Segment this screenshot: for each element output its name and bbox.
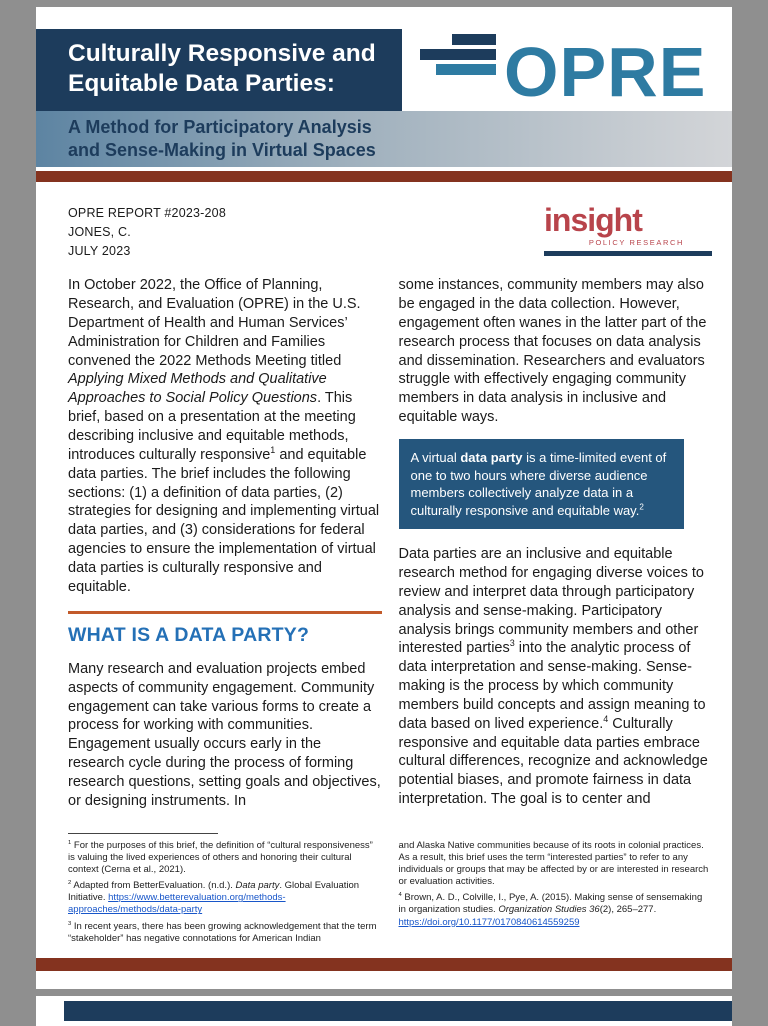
report-header bbox=[36, 29, 732, 111]
footnote-3-continuation: and Alaska Native communities because of its roots in colonial practices. As a result, this brief uses the term “interested parties” to refer to any individuals or groups that may be affected by or are interested in research or evaluation activities. bbox=[398, 839, 709, 888]
body-columns bbox=[36, 260, 732, 822]
page-top-margin bbox=[36, 7, 732, 29]
footnote-text: Adapted from BetterEvaluation. (n.d.). bbox=[71, 880, 236, 892]
body-text: Data parties are an inclusive and equitable research method for engaging diverse voices to review and interpret data through participatory analysis and sense-making. Participatory analysis brings community members and other interested parties bbox=[398, 546, 704, 657]
footnote-work-title: Data party bbox=[235, 880, 280, 892]
report-author: JONES, C. bbox=[68, 224, 131, 239]
footnote-text: . Global Evaluation Initiative. bbox=[68, 880, 360, 904]
title-band bbox=[36, 29, 402, 111]
footnotes-section bbox=[36, 823, 732, 949]
section-heading: WHAT IS A DATA PARTY? bbox=[68, 623, 310, 646]
insight-wordmark: insight bbox=[544, 202, 642, 238]
footnote-text: (2), 265–277. bbox=[599, 904, 657, 916]
page-bottom-margin bbox=[36, 971, 732, 989]
maroon-divider-bottom bbox=[36, 958, 732, 971]
betterevaluation-link[interactable]: https://www.betterevaluation.org/methods-approaches/methods/data-party bbox=[68, 892, 286, 916]
page2-header-band bbox=[64, 1001, 732, 1021]
data-party-definition-callout bbox=[399, 439, 685, 529]
intro-text: In October 2022, the Office of Planning, Research, and Evaluation (OPRE) in the U.S. Department of Health and Human Services’ Administration for Children and Families convened the 2022 Methods Meeting titled bbox=[68, 277, 361, 369]
body-text: Culturally responsive and equitable data parties embrace cultural differences, recognize and acknowledge potential biases, and promote fairness in data interpretation. The goal is to center and bbox=[398, 715, 708, 808]
footnote-4 bbox=[399, 892, 713, 928]
footnote-ref-3: 3 bbox=[509, 638, 515, 649]
right-column bbox=[399, 276, 713, 822]
opre-logo-icon bbox=[414, 32, 730, 108]
right-paragraph-2 bbox=[399, 545, 713, 809]
report-meta bbox=[68, 204, 226, 260]
right-paragraph-1: some instances, community members may also be engaged in the data collection. However, engagement often wanes in the latter part of the research process that focuses on data analysis and dissemination. Researchers and evaluators struggle with effectively engaging community members in data analysis in inclusive and equitable ways. bbox=[398, 277, 707, 426]
callout-text: A virtual bbox=[410, 450, 461, 465]
footnote-number: 2 bbox=[68, 880, 72, 886]
report-number: OPRE REPORT #2023-208 bbox=[68, 206, 226, 220]
footnotes-right-column bbox=[399, 833, 713, 949]
footnote-ref-1: 1 bbox=[270, 445, 276, 456]
opre-logo-text: OPRE bbox=[504, 33, 707, 108]
footnote-3 bbox=[68, 921, 382, 945]
intro-paragraph bbox=[68, 276, 382, 596]
footnote-number: 4 bbox=[398, 892, 402, 899]
footnotes-left-column bbox=[68, 833, 382, 949]
maroon-divider-top bbox=[36, 171, 732, 182]
footnote-number: 3 bbox=[68, 920, 72, 927]
body-text: into the analytic process of data interpretation and sense-making. Sense-making is the process by which community members build concepts and assign meaning to data based on lived experience. bbox=[398, 640, 706, 732]
meeting-title-italic: Applying Mixed Methods and Qualitative Approaches to Social Policy Questions bbox=[68, 371, 327, 407]
footnote-1 bbox=[68, 840, 382, 876]
footnote-text: In recent years, there has been growing acknowledgement that the term “stakeholder” has negative connotations for American Indian bbox=[68, 920, 377, 944]
report-meta-row bbox=[36, 182, 732, 260]
report-title-line1: Culturally Responsive and bbox=[68, 40, 376, 67]
report-page-2-partial bbox=[36, 996, 732, 1026]
left-paragraph: Many research and evaluation projects embed aspects of community engagement. Community engagement can take various forms to create a process for working with communities. Engagement usually occurs early in the research cycle during the process of forming research questions, setting goals and objectives, or designing instruments. In bbox=[68, 660, 381, 809]
subtitle-band bbox=[36, 111, 732, 167]
footnote-ref-4: 4 bbox=[603, 713, 609, 724]
report-page-1 bbox=[36, 7, 732, 989]
left-column bbox=[68, 276, 382, 822]
footnote-text: For the purposes of this brief, the definition of “cultural responsiveness” is valuing the lived experiences of others and honoring their cultural context (Cerna et al., 2021). bbox=[68, 839, 373, 875]
insight-logo bbox=[544, 204, 712, 260]
footnote-number: 1 bbox=[68, 839, 72, 846]
footnote-2 bbox=[68, 880, 382, 916]
report-date: JULY 2023 bbox=[68, 243, 131, 258]
doi-link[interactable]: https://doi.org/10.1177/0170840614559259 bbox=[398, 916, 580, 928]
report-subtitle-line2: and Sense-Making in Virtual Spaces bbox=[68, 140, 376, 160]
intro-text: . This brief, based on a presentation at the meeting describing inclusive and equitable methods, introduces culturally responsive bbox=[68, 390, 356, 463]
callout-text: is a time-limited event of one to two hours where diverse audience members collectively analyze data in a culturally responsive and equitable way. bbox=[410, 450, 667, 518]
report-subtitle-line1: A Method for Participatory Analysis bbox=[68, 116, 372, 137]
insight-underline-bar bbox=[544, 251, 712, 256]
orange-section-rule bbox=[68, 611, 382, 614]
opre-logo bbox=[402, 29, 732, 111]
footnote-text: Brown, A. D., Colville, I., Pye, A. (2015). Making sense of sensemaking in organization studies. bbox=[398, 892, 703, 916]
callout-term-bold: data party bbox=[460, 450, 523, 465]
footnote-separator bbox=[68, 833, 218, 834]
insight-tagline: POLICY RESEARCH bbox=[588, 238, 684, 247]
footnote-work-title: Organization Studies 36 bbox=[498, 904, 600, 916]
footnote-ref-2: 2 bbox=[639, 502, 644, 512]
report-title-line2: Equitable Data Parties: bbox=[68, 69, 335, 97]
intro-text: and equitable data parties. The brief includes the following sections: (1) a definition of data parties, (2) strategies for designing and implementing virtual data parties, and (3) considerations for federal agencies to ensure the implementation of virtual data parties is culturally responsive and equitable. bbox=[68, 446, 380, 595]
